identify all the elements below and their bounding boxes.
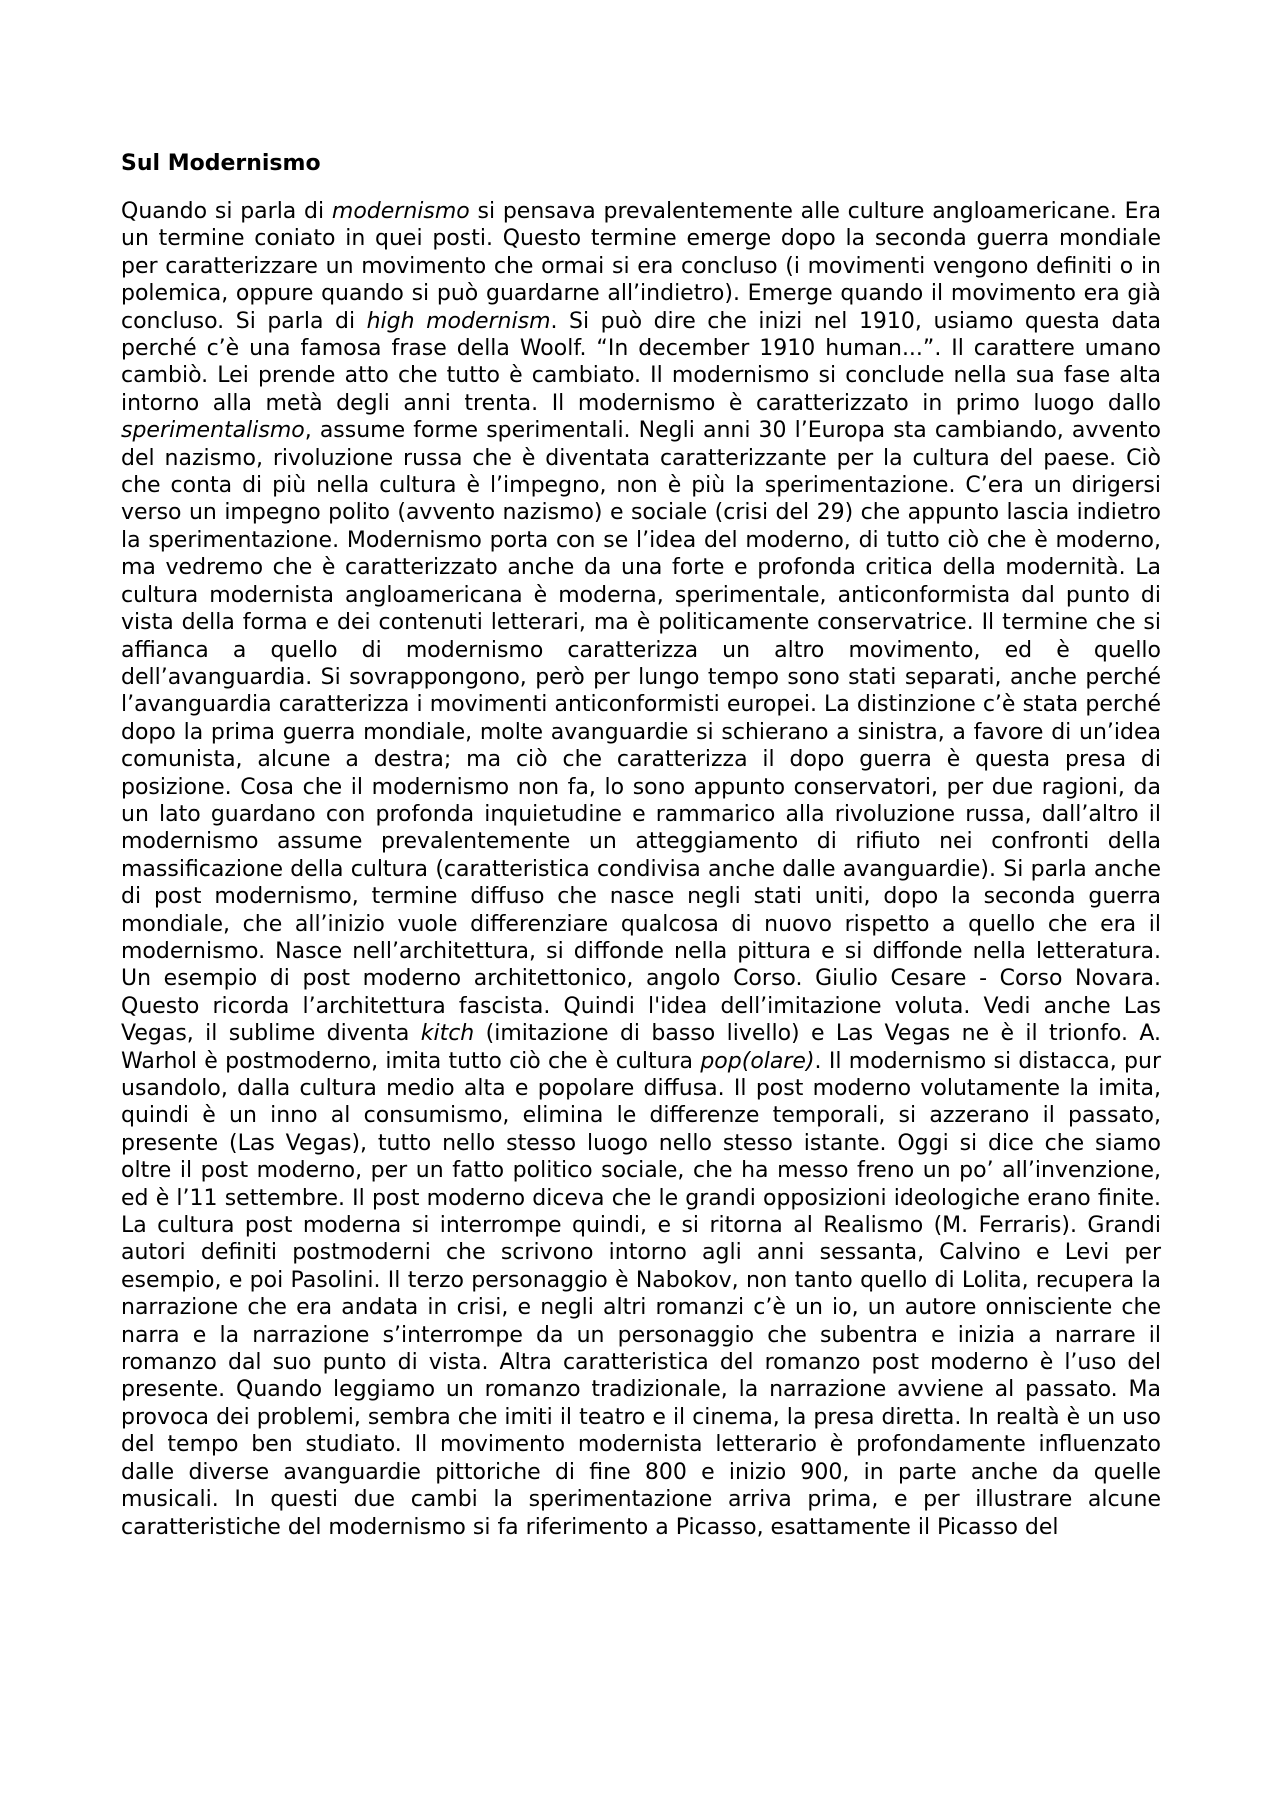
- italic-term: pop(olare): [700, 1048, 815, 1074]
- document-page: [121, 150, 1161, 1541]
- document-title: Sul Modernismo: [121, 151, 321, 176]
- italic-term: high modernism: [366, 308, 551, 334]
- document-body: [121, 198, 1161, 1541]
- text-run: . Il modernismo si distacca, pur usandolo, dalla cultura medio alta e popolare diffusa. Il post moderno volutamente la imita, quindi è un inno al consumismo, elimina le differenze temporali, si azzerano il passato, presente (Las Vegas), tutto nello stesso luogo nello stesso istante. Oggi si dice che siamo oltre il post moderno, per un fatto politico sociale, che ha messo freno un po’ all’invenzione, ed è l’11 settembre. Il post moderno diceva che le grandi opposizioni ideologiche erano finite. La cultura post moderna si interrompe quindi, e si ritorna al Realismo (M. Ferraris). Grandi autori definiti postmoderni che scrivono intorno agli anni sessanta, Calvino e Levi per esempio, e poi Pasolini. Il terzo personaggio è Nabokov, non tanto quello di Lolita, recupera la narrazione che era andata in crisi, e negli altri romanzi c’è un io, un autore onnisciente che narra e la narrazione s’interrompe da un personaggio che subentra e inizia a narrare il romanzo dal suo punto di vista. Altra caratteristica del romanzo post moderno è l’uso del presente. Quando leggiamo un romanzo tradizionale, la narrazione avviene al passato. Ma provoca dei problemi, sembra che imiti il teatro e il cinema, la presa diretta. In realtà è un uso del tempo ben studiato. Il movimento modernista letterario è profondamente influenzato dalle diverse avanguardie pittoriche di fine 800 e inizio 900, in parte anche da quelle musicali. In questi due cambi la sperimentazione arriva prima, e per illustrare alcune caratteristiche del modernismo si fa riferimento a Picasso, esattamente il Picasso del: [121, 1048, 1161, 1540]
- italic-term: kitch: [420, 1021, 475, 1047]
- text-run: si pensava prevalentemente alle culture angloamericane. Era un termine coniato in quei posti. Questo termine emerge dopo la seconda guerra mondiale per caratterizzare un movimento che ormai si era concluso (i movimenti vengono definiti o in polemica, oppure quando si può guardarne all’indietro). Emerge quando il movimento era già concluso. Si parla di: [121, 199, 1161, 334]
- text-run: . Si può dire che inizi nel 1910, usiamo questa data perché c’è una famosa frase della Woolf. “In december 1910 human...”. Il carattere umano cambiò. Lei prende atto che tutto è cambiato. Il modernismo si conclude nella sua fase alta intorno alla metà degli anni trenta. Il modernismo è caratterizzato in primo luogo dallo: [121, 308, 1162, 416]
- italic-term: sperimentalismo: [121, 418, 305, 444]
- text-run: Quando si parla di: [121, 199, 332, 224]
- text-run: (imitazione di basso livello) e Las Vegas ne è il trionfo. A. Warhol è postmoderno, imita tutto ciò che è cultura: [121, 1021, 1162, 1074]
- text-run: , assume forme sperimentali. Negli anni 30 l’Europa sta cambiando, avvento del nazismo, rivoluzione russa che è diventata caratterizzante per la cultura del paese. Ciò che conta di più nella cultura è l’impegno, non è più la sperimentazione. C’era un dirigersi verso un impegno polito (avvento nazismo) e sociale (crisi del 29) che appunto lascia indietro la sperimentazione. Modernismo porta con se l’idea del moderno, di tutto ciò che è moderno, ma vedremo che è caratterizzato anche da una forte e profonda critica della modernità. La cultura modernista angloamericana è moderna, sperimentale, anticonformista dal punto di vista della forma e dei contenuti letterari, ma è politicamente conservatrice. Il termine che si affianca a quello di modernismo caratterizza un altro movimento, ed è quello dell’avanguardia. Si sovrappongono, però per lungo tempo sono stati separati, anche perché l’avanguardia caratterizza i movimenti anticonformisti europei. La distinzione c’è stata perché dopo la prima guerra mondiale, molte avanguardie si schierano a sinistra, a favore di un’idea comunista, alcune a destra; ma ciò che caratterizza il dopo guerra è questa presa di posizione. Cosa che il modernismo non fa, lo sono appunto conservatori, per due ragioni, da un lato guardano con profonda inquietudine e rammarico alla rivoluzione russa, dall’altro il modernismo assume prevalentemente un atteggiamento di rifiuto nei confronti della massificazione della cultura (caratteristica condivisa anche dalle avanguardie). Si parla anche di post modernismo, termine diffuso che nasce negli stati uniti, dopo la seconda guerra mondiale, che all’inizio vuole differenziare qualcosa di nuovo rispetto a quello che era il modernismo. Nasce nell’architettura, si diffonde nella pittura e si diffonde nella letteratura. Un esempio di post moderno architettonico, angolo Corso. Giulio Cesare - Corso Novara. Questo ricorda l’architettura fascista. Quindi l'idea dell’imitazione voluta. Vedi anche Las Vegas, il sublime diventa: [121, 418, 1161, 1047]
- italic-term: modernismo: [331, 199, 470, 224]
